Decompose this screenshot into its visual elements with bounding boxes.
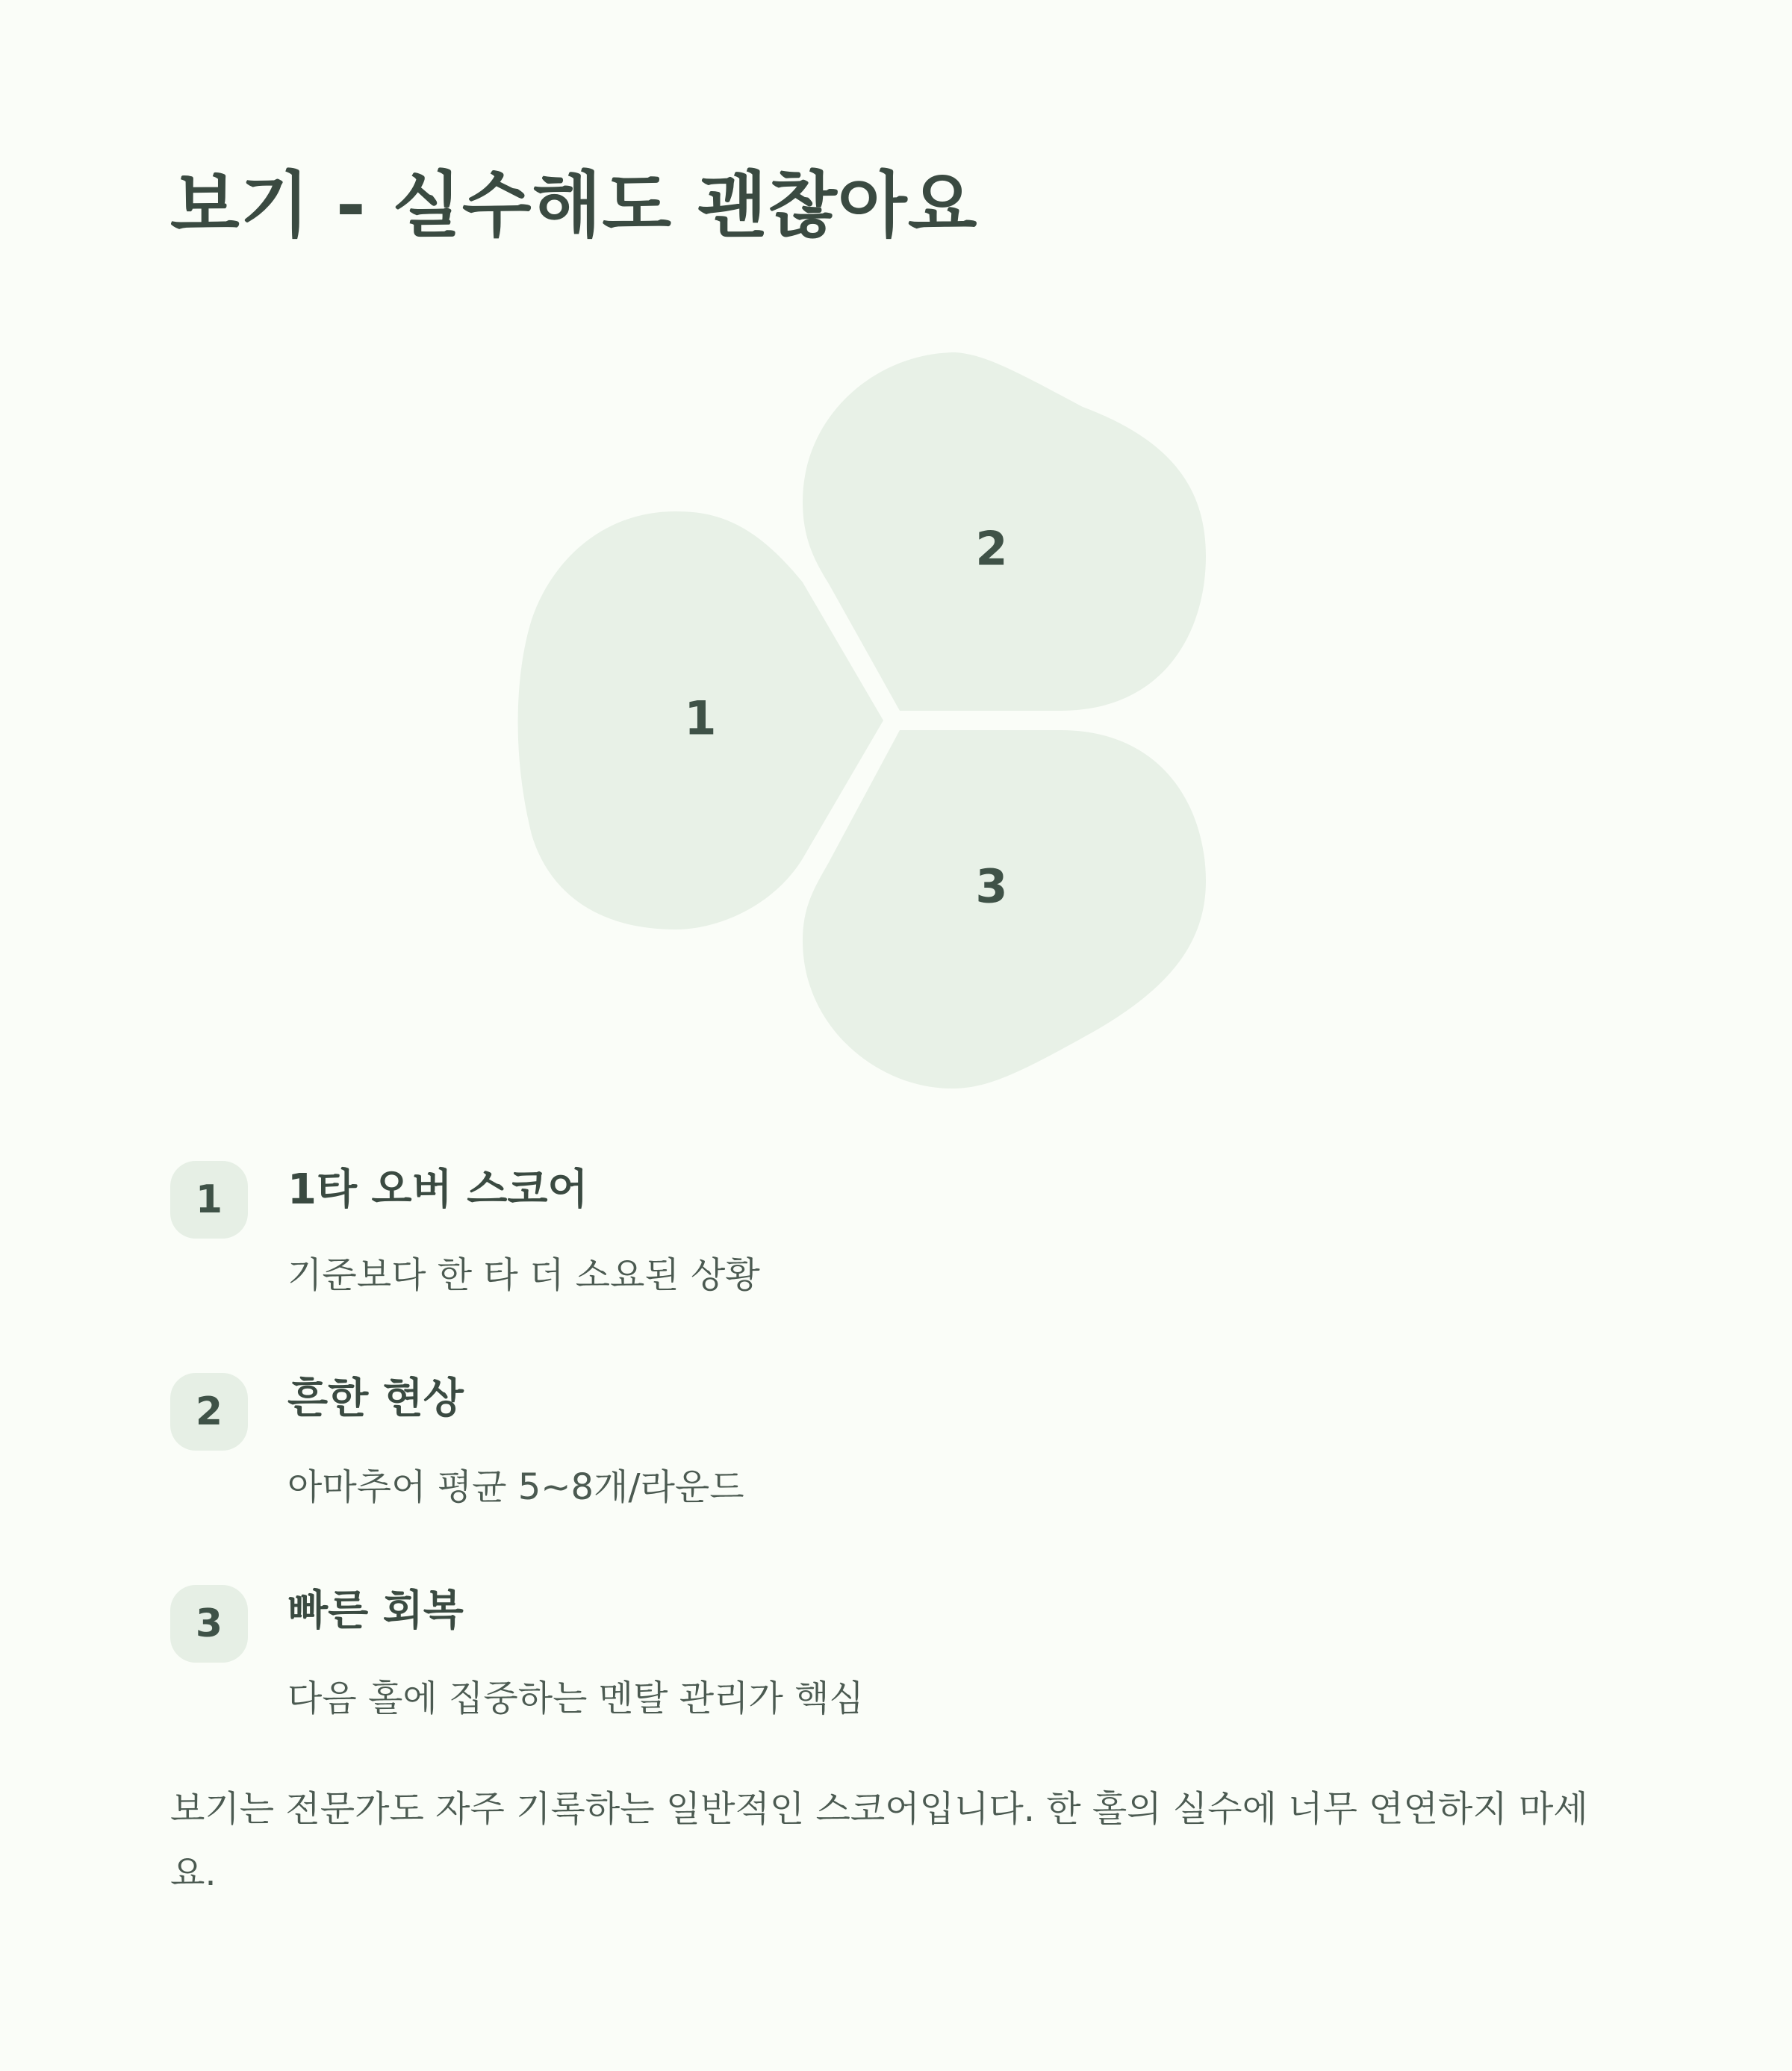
step-2-description: 아마추어 평균 5~8개/라운드 — [287, 1466, 744, 1508]
step-3-badge: 3 — [170, 1585, 248, 1663]
step-3-description: 다음 홀에 집중하는 멘탈 관리가 핵심 — [287, 1678, 864, 1719]
step-1-title: 1타 오버 스코어 — [287, 1165, 588, 1214]
step-2-badge: 2 — [170, 1373, 248, 1451]
step-3-title: 빠른 회복 — [287, 1586, 464, 1635]
step-1-badge: 1 — [170, 1161, 248, 1239]
summary-text: 보기는 전문가도 자주 기록하는 일반적인 스코어입니다. 한 홀의 실수에 너무 연연하지 마세요. — [170, 1788, 1588, 1894]
petal-1-number: 1 — [684, 691, 717, 746]
page-title: 보기 - 실수해도 괜찮아요 — [170, 164, 978, 247]
step-1-description: 기준보다 한 타 더 소요된 상황 — [287, 1254, 760, 1296]
step-2-title: 흔한 현상 — [287, 1374, 464, 1423]
petal-3-number: 3 — [975, 859, 1008, 914]
petal-2-number: 2 — [975, 521, 1008, 576]
